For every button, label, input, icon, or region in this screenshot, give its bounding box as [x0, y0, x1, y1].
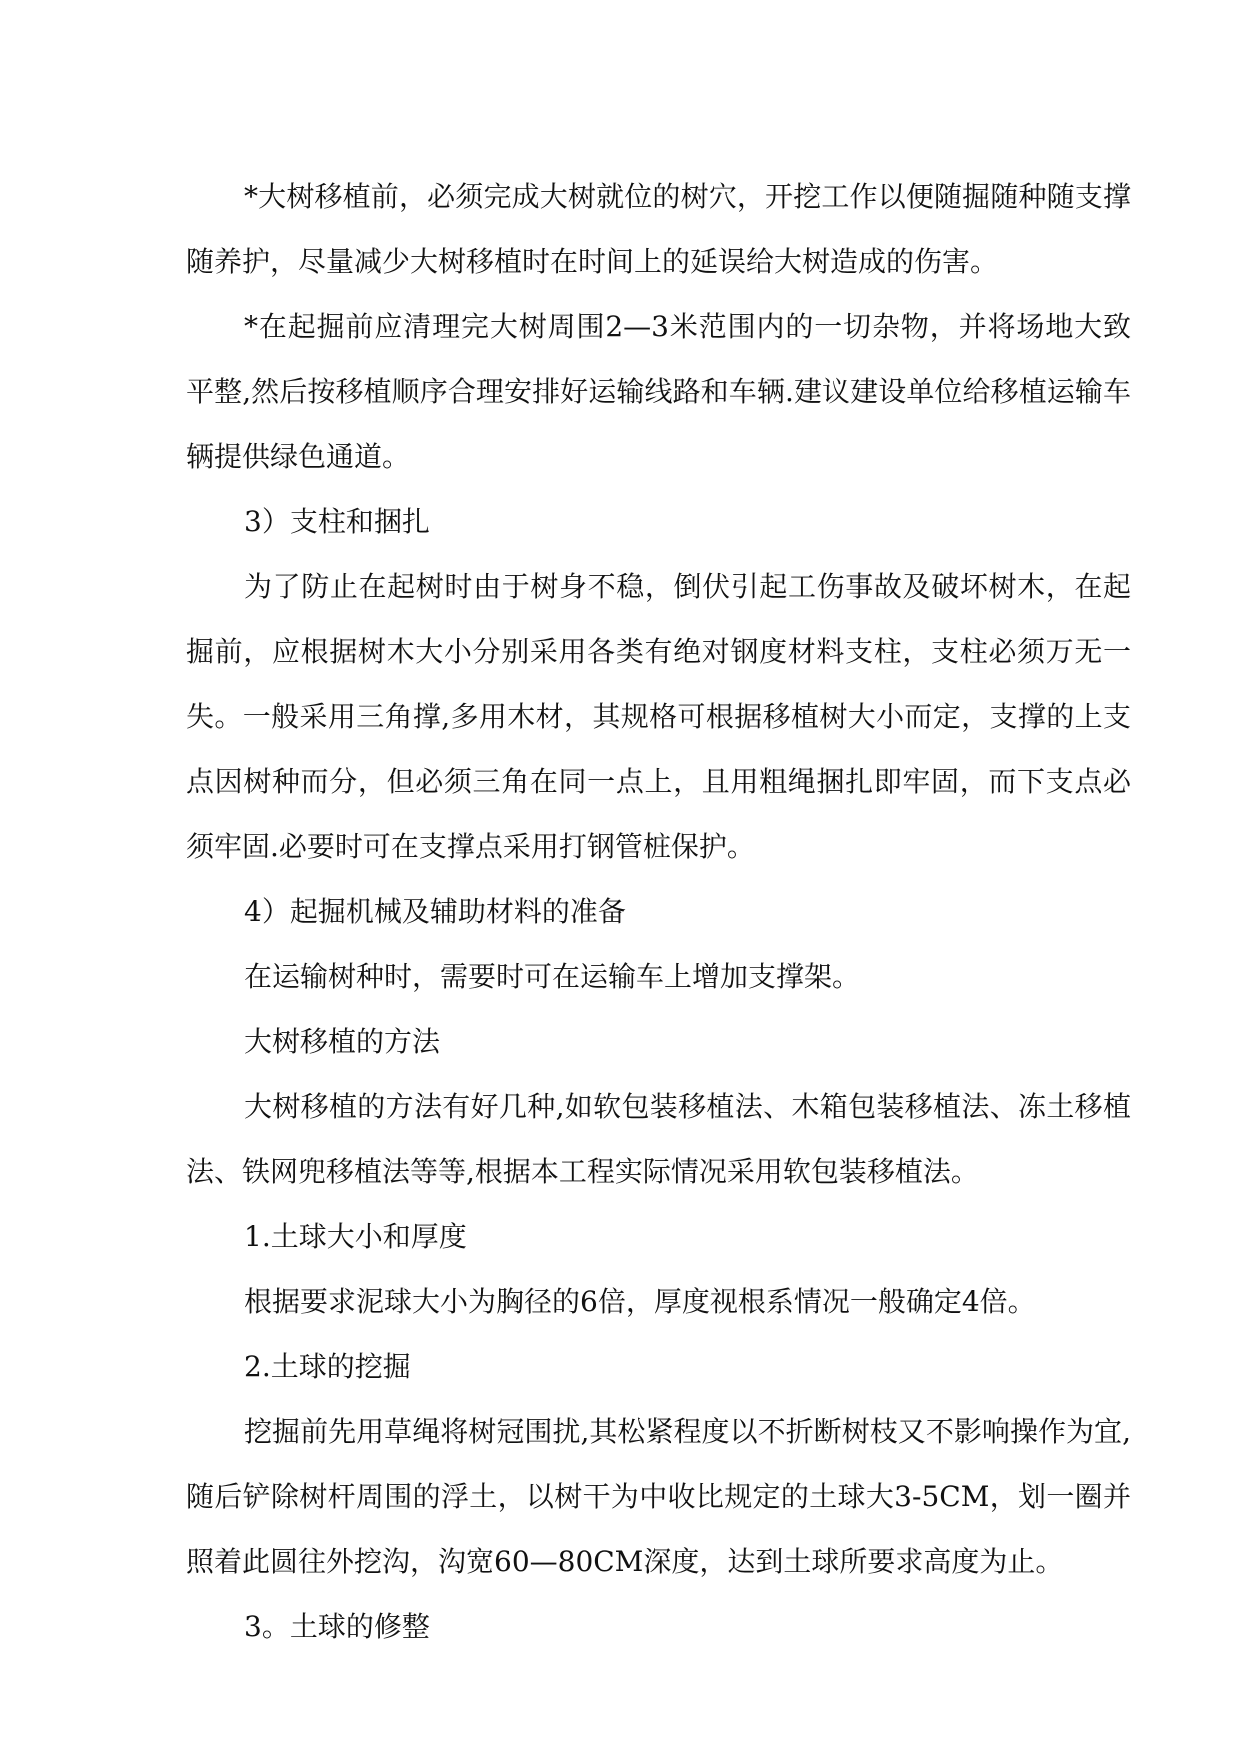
paragraph-transplant-methods: 大树移植的方法有好几种,如软包装移植法、木箱包装移植法、冻土移植法、铁网兜移植法等等,根据本工程实际情况采用软包装移植法。: [186, 1090, 1131, 1188]
paragraph-transplant-prep: *大树移植前，必须完成大树就位的树穴，开挖工作以便随掘随种随支撑随养护，尽量减少大树移植时在时间上的延误给大树造成的伤害。: [186, 180, 1131, 278]
heading-support-binding: 3）支柱和捆扎: [244, 505, 430, 538]
heading-soil-ball-trimming: 3。土球的修整: [244, 1610, 430, 1643]
paragraph-soil-ball-size: 根据要求泥球大小为胸径的6倍，厚度视根系情况一般确定4倍。: [244, 1285, 1036, 1318]
heading-soil-ball-digging: 2.土球的挖掘: [244, 1350, 411, 1383]
paragraph-support-binding: 为了防止在起树时由于树身不稳，倒伏引起工伤事故及破坏树木，在起掘前，应根据树木大小分别采用各类有绝对钢度材料支柱，支柱必须万无一失。一般采用三角撑,多用木材，其规格可根据移植树大小而定，支撑的上支点因树种而分，但必须三角在同一点上，且用粗绳捆扎即牢固，而下支点必须牢固.必要时可在支撑点采用打钢管桩保护。: [186, 570, 1131, 863]
heading-machinery-prep: 4）起掘机械及辅助材料的准备: [244, 895, 626, 928]
paragraph-soil-ball-digging: 挖掘前先用草绳将树冠围扰,其松紧程度以不折断树枝又不影响操作为宜,随后铲除树杆周围的浮土，以树干为中收比规定的土球大3-5CM，划一圈并照着此圆往外挖沟，沟宽60—80CM深度，达到土球所要求高度为止。: [186, 1415, 1131, 1578]
paragraph-site-clearing: *在起掘前应清理完大树周围2—3米范围内的一切杂物，并将场地大致平整,然后按移植顺序合理安排好运输线路和车辆.建议建设单位给移植运输车辆提供绿色通道。: [186, 310, 1131, 473]
heading-soil-ball-size: 1.土球大小和厚度: [244, 1220, 467, 1253]
paragraph-transport-support: 在运输树种时，需要时可在运输车上增加支撑架。: [244, 960, 861, 993]
document-body: [186, 164, 1131, 1659]
heading-transplant-methods: 大树移植的方法: [244, 1025, 441, 1058]
